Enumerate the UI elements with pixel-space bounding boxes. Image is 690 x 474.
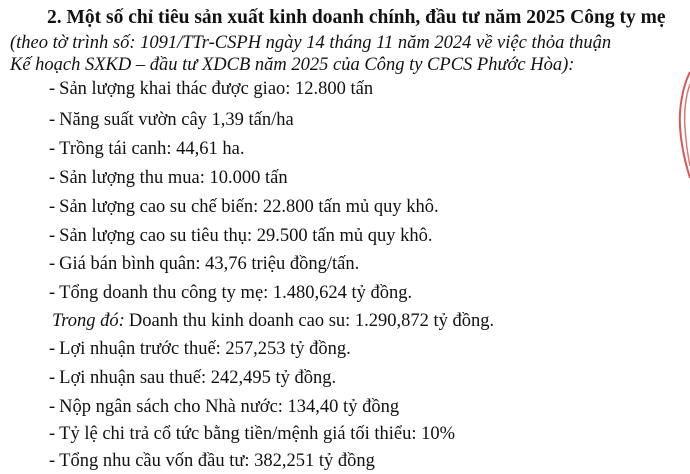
list-item: - Sản lượng khai thác được giao: 12.800 tấn bbox=[49, 79, 374, 99]
list-item: - Sản lượng cao su tiêu thụ: 29.500 tấn mủ quy khô. bbox=[49, 226, 433, 246]
list-item: - Sản lượng thu mua: 10.000 tấn bbox=[49, 168, 288, 188]
red-stamp-fragment-icon bbox=[676, 70, 690, 180]
note-lead: Trong đó: bbox=[52, 311, 125, 331]
list-item-text: Giá bán bình quân: 43,76 triệu đồng/tấn. bbox=[59, 254, 360, 274]
list-item: - Tổng nhu cầu vốn đầu tư: 382,251 tỷ đồng bbox=[49, 451, 375, 471]
note-text: Doanh thu kinh doanh cao su: 1.290,872 tỷ đồng. bbox=[128, 311, 495, 331]
list-item: - Lợi nhuận trước thuế: 257,253 tỷ đồng. bbox=[49, 339, 351, 359]
list-item: - Nộp ngân sách cho Nhà nước: 134,40 tỷ đồng bbox=[49, 397, 400, 417]
list-item-text: Tổng doanh thu công ty mẹ: 1.480,624 tỷ đồng. bbox=[59, 283, 413, 303]
list-item-text: Trồng tái canh: 44,61 ha. bbox=[59, 139, 245, 159]
section-subnote-line2: Kế hoạch SXKD – đầu tư XDCB năm 2025 của Công ty CPCS Phước Hòa): bbox=[10, 55, 575, 75]
list-item: - Trồng tái canh: 44,61 ha. bbox=[49, 139, 245, 159]
list-item-text: Sản lượng cao su tiêu thụ: 29.500 tấn mủ quy khô. bbox=[59, 226, 433, 246]
list-item: - Sản lượng cao su chế biến: 22.800 tấn mủ quy khô. bbox=[49, 197, 439, 217]
list-item: - Giá bán bình quân: 43,76 triệu đồng/tấn. bbox=[49, 254, 360, 274]
list-item-text: Sản lượng thu mua: 10.000 tấn bbox=[59, 168, 288, 188]
section-heading: 2. Một số chỉ tiêu sản xuất kinh doanh chính, đầu tư năm 2025 Công ty mẹ bbox=[47, 7, 666, 28]
list-item: - Năng suất vườn cây 1,39 tấn/ha bbox=[49, 110, 294, 130]
list-item-text: Tỷ lệ chi trả cổ tức bằng tiền/mệnh giá tối thiểu: 10% bbox=[59, 424, 456, 444]
revenue-breakdown-note bbox=[52, 311, 494, 332]
list-item-text: Lợi nhuận sau thuế: 242,495 tỷ đồng. bbox=[59, 368, 337, 388]
list-item-text: Sản lượng cao su chế biến: 22.800 tấn mủ quy khô. bbox=[59, 197, 439, 217]
list-item-text: Sản lượng khai thác được giao: 12.800 tấn bbox=[59, 79, 374, 99]
list-item-text: Nộp ngân sách cho Nhà nước: 134,40 tỷ đồng bbox=[59, 397, 400, 417]
list-item: - Lợi nhuận sau thuế: 242,495 tỷ đồng. bbox=[49, 368, 337, 388]
section-subnote-line1: (theo tờ trình số: 1091/TTr-CSPH ngày 14 tháng 11 năm 2024 về việc thỏa thuận bbox=[10, 33, 612, 53]
list-item-text: Lợi nhuận trước thuế: 257,253 tỷ đồng. bbox=[59, 339, 351, 359]
list-item-text: Năng suất vườn cây 1,39 tấn/ha bbox=[59, 110, 294, 130]
list-item-text: Tổng nhu cầu vốn đầu tư: 382,251 tỷ đồng bbox=[59, 451, 375, 471]
list-item: - Tổng doanh thu công ty mẹ: 1.480,624 tỷ đồng. bbox=[49, 283, 413, 303]
list-item: - Tỷ lệ chi trả cổ tức bằng tiền/mệnh giá tối thiểu: 10% bbox=[49, 424, 456, 444]
